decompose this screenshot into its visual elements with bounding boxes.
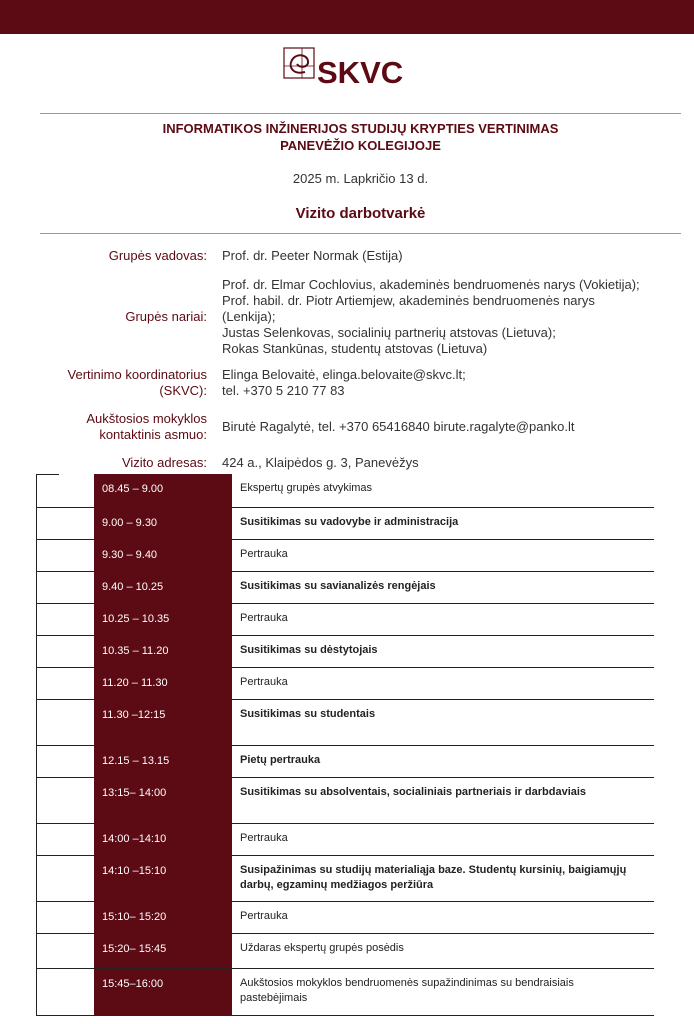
schedule-top-border	[36, 474, 59, 475]
schedule-time: 14:00 –14:10	[102, 833, 167, 845]
schedule-activity-line: darbų, egzaminų medžiagos peržiūra	[240, 879, 434, 891]
schedule-time-cell	[94, 824, 232, 855]
title-line-1: INFORMATIKOS INŽINERIJOS STUDIJŲ KRYPTIES VERTINIMAS	[162, 121, 559, 136]
contact-label-line: Aukštosios mokyklos	[86, 411, 207, 426]
schedule-time-cell	[94, 572, 232, 603]
schedule-activity-line: pastebėjimais	[240, 992, 308, 1004]
members-label: Grupės nariai:	[125, 309, 207, 324]
schedule-row-margin	[36, 778, 59, 823]
leader-label: Grupės vadovas:	[108, 248, 207, 263]
schedule-activity-line: Pietų pertrauka	[240, 754, 321, 766]
member-line: Prof. habil. dr. Piotr Artiemjew, akademinės bendruomenės narys	[222, 293, 595, 308]
schedule-time-cell	[94, 746, 232, 777]
address-value: 424 a., Klaipėdos g. 3, Panevėžys	[222, 455, 419, 470]
schedule-row-margin	[36, 969, 59, 1015]
member-line: Justas Selenkovas, socialinių partnerių atstovas (Lietuva);	[222, 325, 556, 340]
schedule-row-margin	[36, 636, 59, 667]
schedule-activity	[240, 753, 680, 768]
page-title	[40, 120, 681, 154]
schedule-time: 11.20 – 11.30	[102, 677, 168, 689]
schedule-time: 11.30 –12:15	[102, 709, 166, 721]
schedule-row	[36, 969, 654, 1016]
schedule-time: 15:45–16:00	[102, 978, 164, 990]
schedule-activity	[240, 976, 680, 1006]
schedule-row	[36, 700, 654, 746]
schedule-time-cell	[94, 474, 232, 507]
schedule-row	[36, 508, 654, 540]
schedule-activity-line: Susitikimas su absolventais, socialiniais partneriais ir darbdaviais	[240, 786, 587, 798]
schedule-row	[36, 746, 654, 778]
schedule-row-margin	[36, 604, 59, 635]
schedule-time: 13:15– 14:00	[102, 787, 167, 799]
schedule-row-margin	[36, 902, 59, 933]
schedule-activity	[240, 675, 680, 690]
coordinator-label-line: Vertinimo koordinatorius	[67, 367, 207, 382]
schedule-row-margin	[36, 700, 59, 745]
schedule-row	[36, 572, 654, 604]
schedule-activity	[240, 707, 680, 722]
schedule-activity	[240, 863, 680, 893]
schedule-time-cell	[94, 540, 232, 571]
schedule-activity	[240, 481, 680, 496]
member-line: Prof. dr. Elmar Cochlovius, akademinės bendruomenės narys (Vokietija);	[222, 277, 640, 292]
schedule-time-cell	[94, 668, 232, 699]
schedule-time: 12.15 – 13.15	[102, 755, 170, 767]
schedule-activity-line: Susitikimas su savianalizės rengėjais	[240, 580, 436, 592]
divider	[40, 233, 681, 234]
schedule-activity	[240, 643, 680, 658]
coordinator-phone: tel. +370 5 210 77 83	[222, 383, 345, 398]
schedule-activity	[240, 831, 680, 846]
schedule-time: 10.35 – 11.20	[102, 645, 169, 657]
coordinator-label-line: (SKVC):	[159, 383, 207, 398]
leader-value: Prof. dr. Peeter Normak (Estija)	[222, 248, 403, 263]
schedule-time-cell	[94, 604, 232, 635]
schedule-row-margin	[36, 474, 59, 507]
schedule-activity-line: Uždaras ekspertų grupės posėdis	[240, 942, 404, 954]
member-line: Rokas Stankūnas, studentų atstovas (Lietuva)	[222, 341, 488, 356]
schedule-time: 9.30 – 9.40	[102, 549, 158, 561]
schedule-activity-line: Pertrauka	[240, 612, 288, 624]
schedule-activity-line: Susitikimas su vadovybe ir administracija	[240, 516, 459, 528]
schedule-row-margin	[36, 572, 59, 603]
schedule-time-cell	[94, 902, 232, 933]
top-banner	[0, 0, 694, 34]
schedule-activity	[240, 515, 680, 530]
schedule-activity-line: Aukštosios mokyklos bendruomenės supažindinimas su bendraisiais	[240, 977, 574, 989]
schedule-activity	[240, 547, 680, 562]
schedule-time-cell	[94, 934, 232, 968]
members-list	[222, 277, 640, 357]
schedule-activity-line: Pertrauka	[240, 832, 288, 844]
schedule-row-margin	[36, 934, 59, 968]
schedule-activity-line: Susitikimas su studentais	[240, 708, 376, 720]
schedule-row	[36, 934, 654, 969]
schedule-row-margin	[36, 746, 59, 777]
schedule-time: 08.45 – 9.00	[102, 483, 164, 495]
schedule-row-margin	[36, 540, 59, 571]
skvc-logo	[283, 45, 413, 93]
schedule-row	[36, 668, 654, 700]
divider	[40, 113, 681, 114]
schedule-row-margin	[36, 856, 59, 901]
schedule-activity	[240, 941, 680, 956]
schedule-activity-line: Susipažinimas su studijų materialiąja baze. Studentų kursinių, baigiamųjų	[240, 864, 627, 876]
schedule-time: 9.00 – 9.30	[102, 517, 158, 529]
address-label: Vizito adresas:	[121, 455, 207, 470]
schedule-time-cell	[94, 778, 232, 823]
coordinator-email: Elinga Belovaitė, elinga.belovaite@skvc.lt;	[222, 367, 466, 382]
schedule-activity	[240, 785, 680, 800]
schedule-row-margin	[36, 824, 59, 855]
visit-date: 2025 m. Lapkričio 13 d.	[292, 171, 429, 186]
schedule-time: 15:20– 15:45	[102, 943, 167, 955]
schedule-activity-line: Susitikimas su dėstytojais	[240, 644, 378, 656]
schedule-time: 15:10– 15:20	[102, 911, 167, 923]
schedule-time: 10.25 – 10.35	[102, 613, 170, 625]
logo-mark-icon	[283, 45, 317, 91]
schedule-row	[36, 778, 654, 824]
contact-value: Birutė Ragalytė, tel. +370 65416840 birute.ragalyte@panko.lt	[222, 419, 575, 434]
schedule-row	[36, 540, 654, 572]
schedule-row	[36, 902, 654, 934]
schedule-activity	[240, 579, 680, 594]
schedule-activity-line: Ekspertų grupės atvykimas	[240, 482, 373, 494]
schedule-time-cell	[94, 700, 232, 745]
schedule-row	[36, 604, 654, 636]
schedule-time-cell	[94, 856, 232, 901]
schedule-row	[36, 636, 654, 668]
contact-label-line: kontaktinis asmuo:	[99, 427, 207, 442]
schedule-activity	[240, 611, 680, 626]
schedule-time: 14:10 –15:10	[102, 865, 167, 877]
schedule-activity	[240, 909, 680, 924]
schedule-row	[36, 856, 654, 902]
schedule-time-cell	[94, 636, 232, 667]
schedule-activity-line: Pertrauka	[240, 910, 288, 922]
schedule-activity-line: Pertrauka	[240, 548, 288, 560]
coordinator-value	[222, 367, 466, 399]
schedule-row	[36, 824, 654, 856]
schedule-time-cell	[94, 508, 232, 539]
schedule-row-margin	[36, 668, 59, 699]
schedule-row	[36, 474, 654, 508]
logo-text: SKVC	[317, 55, 404, 90]
schedule-activity-line: Pertrauka	[240, 676, 288, 688]
coordinator-label	[68, 367, 207, 399]
agenda-title: Vizito darbotvarkė	[295, 205, 426, 222]
title-line-2: PANEVĖŽIO KOLEGIJOJE	[280, 138, 441, 153]
contact-label	[86, 411, 207, 443]
member-line: (Lenkija);	[222, 309, 276, 324]
schedule-time-cell	[94, 969, 232, 1015]
schedule-row-margin	[36, 508, 59, 539]
schedule-time: 9.40 – 10.25	[102, 581, 164, 593]
